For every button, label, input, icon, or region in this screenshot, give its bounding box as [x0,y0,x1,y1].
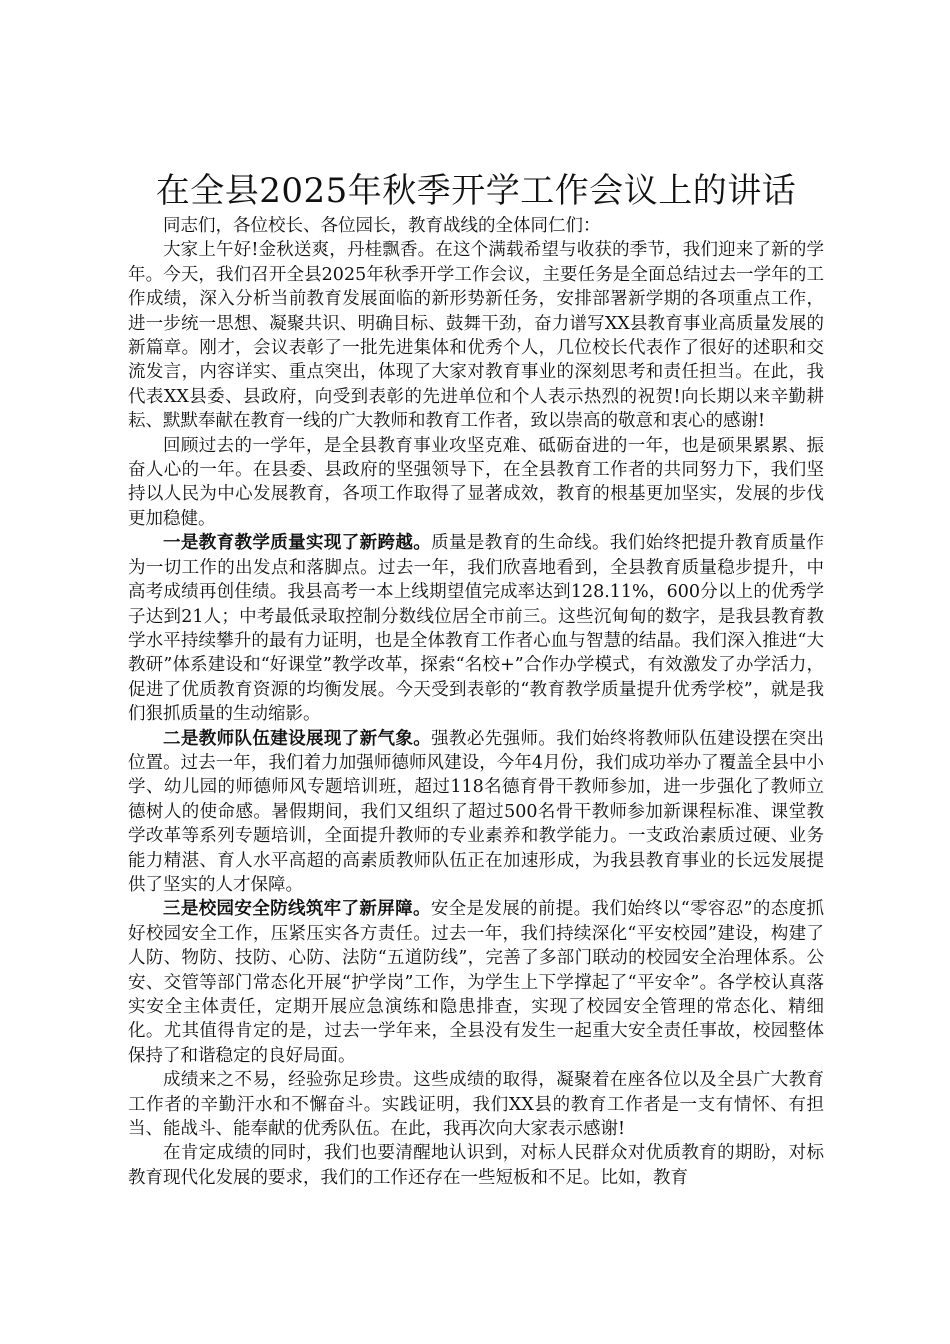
paragraph-text: 成绩来之不易，经验弥足珍贵。这些成绩的取得，凝聚着在座各位以及全县广大教育工作者的辛勤汗水和不懈奋斗。实践证明，我们XX县的教育工作者是一支有情怀、有担当、能战斗、能奉献的优秀队伍。在此，我再次向大家表示感谢! [128,1070,824,1140]
paragraph-intro [128,238,824,433]
paragraph-text: 安全是发展的前提。我们始终以“零容忍”的态度抓好校园安全工作，压紧压实各方责任。过去一年，我们持续深化“平安校园”建设，构建了人防、物防、技防、心防、法防“五道防线”，完善了多部门联动的校园安全治理体系。公安、交管等部门常态化开展“护学岗”工作，为学生上下学撑起了“平安伞”。各学校认真落实安全主体责任，定期开展应急演练和隐患排查，实现了校园安全管理的常态化、精细化。尤其值得肯定的是，过去一学年来，全县没有发生一起重大安全责任事故，校园整体保持了和谐稳定的良好局面。 [128,899,824,1066]
paragraph-text: 强教必先强师。我们始终将教师队伍建设摆在突出位置。过去一年，我们着力加强师德师风建设，今年4月份，我们成功举办了覆盖全县中小学、幼儿园的师德师风专题培训班，超过118名德育骨干教师参加，进一步强化了教师立德树人的使命感。暑假期间，我们又组织了超过500名骨干教师参加新课程标准、课堂教学改革等系列专题培训，全面提升教师的专业素养和教学能力。一支政治素质过硬、业务能力精湛、育人水平高超的高素质教师队伍正在加速形成，为我县教育事业的长远发展提供了坚实的人才保障。 [128,728,824,895]
paragraph-text: 质量是教育的生命线。我们始终把提升教育质量作为一切工作的出发点和落脚点。过去一年，我们欣喜地看到，全县教育质量稳步提升，中高考成绩再创佳绩。我县高考一本上线期望值完成率达到128.11%，600分以上的优秀学子达到21人；中考最低录取控制分数线位居全市前三。这些沉甸甸的数字，是我县教育教学水平持续攀升的最有力证明，也是全体教育工作者心血与智慧的结晶。我们深入推进“大教研”体系建设和“好课堂”教学改革，探索“名校+”合作办学模式，有效激发了办学活力，促进了优质教育资源的均衡发展。今天受到表彰的“教育教学质量提升优秀学校”，就是我们狠抓质量的生动缩影。 [128,533,824,725]
paragraph-text: 在肯定成绩的同时，我们也要清醒地认识到，对标人民群众对优质教育的期盼，对标教育现代化发展的要求，我们的工作还存在一些短板和不足。比如，教育 [128,1143,824,1188]
paragraph-shortcomings [128,1141,824,1190]
paragraph-achievement-1 [128,531,824,726]
paragraph-achievement-3 [128,897,824,1068]
paragraph-achievement-2 [128,727,824,898]
paragraph-text: 回顾过去的一学年，是全县教育事业攻坚克难、砥砺奋进的一年，也是硕果累累、振奋人心的一年。在县委、县政府的坚强领导下，在全县教育工作者的共同努力下，我们坚持以人民为中心发展教育，各项工作取得了显著成效，教育的根基更加坚实，发展的步伐更加稳健。 [128,435,824,529]
paragraph-lead: 三是校园安全防线筑牢了新屏障。 [163,899,431,920]
paragraph-review [128,434,824,532]
paragraph-lead: 一是教育教学质量实现了新跨越。 [163,533,432,554]
paragraph-lead: 二是教师队伍建设展现了新气象。 [163,728,432,749]
salutation: 同志们，各位校长、各位园长，教育战线的全体同仁们： [163,216,601,236]
document-title: 在全县2025年秋季开学工作会议上的讲话 [155,171,797,211]
paragraph-summary [128,1068,824,1141]
document-page [128,168,824,1190]
paragraph-text: 大家上午好!金秋送爽，丹桂飘香。在这个满载希望与收获的季节，我们迎来了新的学年。今天，我们召开全县2025年秋季开学工作会议，主要任务是全面总结过去一学年的工作成绩，深入分析当前教育发展面临的新形势新任务，安排部署新学期的各项重点工作，进一步统一思想、凝聚共识、明确目标、鼓舞干劲，奋力谱写XX县教育事业高质量发展的新篇章。刚才，会议表彰了一批先进集体和优秀个人，几位校长代表作了很好的述职和交流发言，内容详实、重点突出，体现了大家对教育事业的深刻思考和责任担当。在此，我代表XX县委、县政府，向受到表彰的先进单位和个人表示热烈的祝贺!向长期以来辛勤耕耘、默默奉献在教育一线的广大教师和教育工作者，致以崇高的敬意和衷心的感谢! [128,240,824,432]
